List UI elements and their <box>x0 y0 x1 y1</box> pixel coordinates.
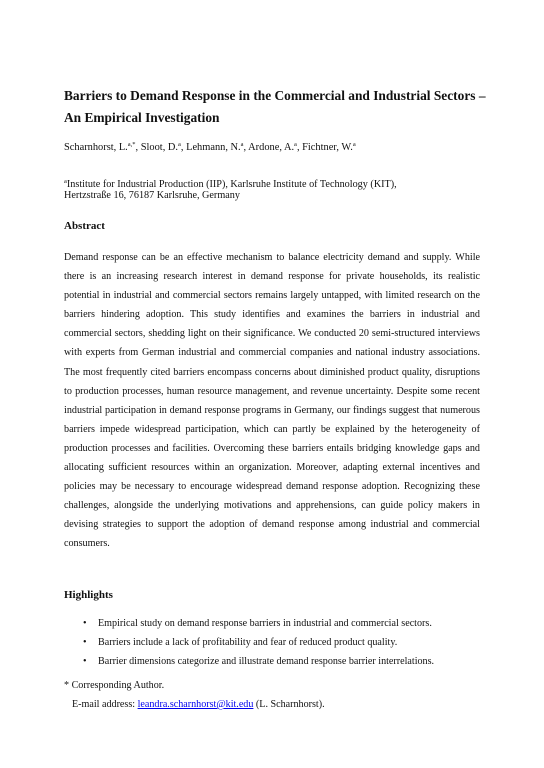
author-affiliation-marker: a <box>240 141 244 148</box>
highlight-item <box>64 633 484 652</box>
email-link[interactable]: leandra.scharnhorst@kit.edu <box>137 699 254 710</box>
affiliation <box>64 179 484 202</box>
email-suffix: (L. Scharnhorst). <box>253 699 325 710</box>
author-name: Ardone, A. <box>248 142 295 153</box>
highlight-item <box>64 614 484 633</box>
author-list <box>64 141 356 155</box>
bullet-icon: • <box>83 637 87 649</box>
highlight-item <box>64 652 484 671</box>
author-name: Lehmann, N. <box>186 142 241 153</box>
bullet-icon: • <box>83 656 87 668</box>
title-line-1: Barriers to Demand Response in the Commercial and Industrial Sectors – <box>64 88 486 103</box>
author-name: Sloot, D. <box>140 142 178 153</box>
highlight-text: Empirical study on demand response barriers in industrial and commercial sectors. <box>98 618 432 629</box>
author-affiliation-marker: a <box>178 141 181 148</box>
affiliation-marker: a <box>64 178 67 185</box>
corresponding-author-note: * Corresponding Author. <box>64 680 165 691</box>
author-name: Fichtner, W. <box>302 142 353 153</box>
highlight-text: Barrier dimensions categorize and illustrate demand response barrier interrelations. <box>98 656 435 668</box>
author-affiliation-marker: a,* <box>127 141 136 148</box>
affiliation-line-2: Hertzstraße 16, 76187 Karlsruhe, Germany <box>64 190 240 202</box>
bullet-icon: • <box>83 618 87 629</box>
highlight-text: Barriers include a lack of profitability and fear of reduced product quality. <box>98 637 398 649</box>
author-affiliation-marker: a <box>294 141 297 148</box>
author-separator: , <box>135 142 141 153</box>
abstract-text: Demand response can be an effective mechanism to balance electricity demand and supply. While there is an increasing research interest in demand response for private households, its realistic potential in industrial and commercial sectors remains largely untapped, with limited research on the barriers hindering adoption. This study identifies and examines the barriers in industrial and commercial sectors, shedding light on their significance. We conducted 20 semi-structured interviews with experts from German industrial and commercial companies and national industry associations. The most frequently cited barriers encompass concerns about diminished product quality, disruptions to production processes, human resource management, and revenue uncertainty. Despite some recent industrial participation in demand response programs in Germany, our findings suggest that numerous barriers impede widespread participation, which can partly be explained by the heterogeneity of production processes and facilities. Overcoming these barriers entails bridging knowledge gaps and allocating sufficient resources within an organization. Moreover, adapting external incentives and policies may be necessary to encourage widespread demand response adoption. Recognizing these challenges, alongside the underlying motivations and apprehensions, can guide policy makers in devising strategies to support the adoption of demand response among industrial and commercial consumers. <box>64 252 480 550</box>
email-prefix: E-mail address: <box>72 699 138 710</box>
author-separator: , <box>180 142 187 153</box>
author-separator: , <box>296 142 303 153</box>
paper-title <box>64 85 494 129</box>
affiliation-institute: Institute for Industrial Production (IIP), Karlsruhe Institute of Technology (KIT), <box>66 179 397 190</box>
affiliation-line-1 <box>64 179 484 190</box>
author-separator: , <box>243 142 249 153</box>
author-affiliation-marker: a <box>352 141 356 148</box>
highlights-list <box>64 614 484 672</box>
email-line <box>72 698 325 712</box>
abstract-heading: Abstract <box>64 220 105 232</box>
highlights-heading: Highlights <box>64 589 113 601</box>
author-name: Scharnhorst, L. <box>64 142 128 153</box>
title-line-2: An Empirical Investigation <box>64 110 220 125</box>
